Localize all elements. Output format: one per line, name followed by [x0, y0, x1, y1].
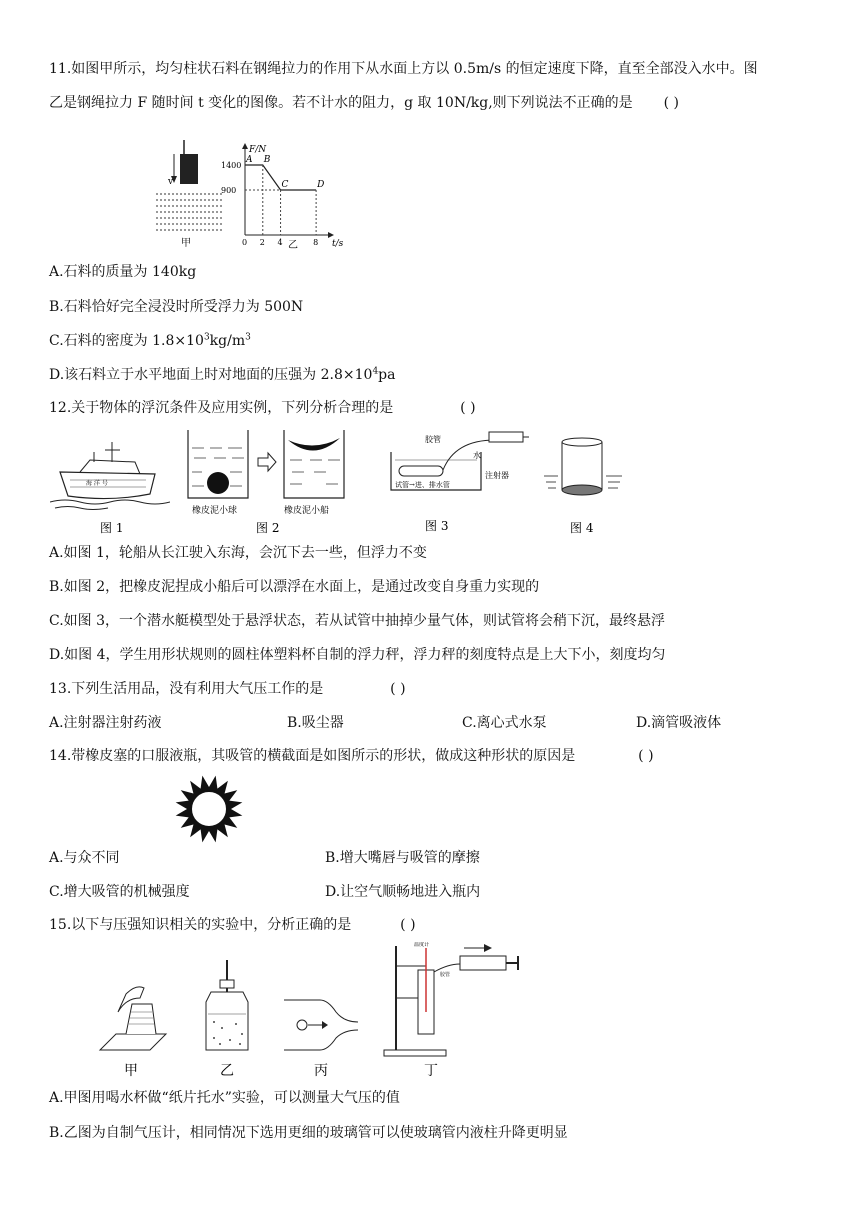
straw-bore — [191, 791, 227, 827]
q11-fig-yi-caption: 乙 — [288, 240, 298, 250]
q15-fig-yi-caption: 乙 — [220, 1063, 234, 1079]
test-tube — [399, 466, 443, 476]
q11-option-b: B.石料恰好完全浸没时所受浮力为 500N — [49, 299, 304, 315]
x-axis-label: t/s — [332, 239, 344, 249]
q14-answer-paren: ( ) — [638, 748, 654, 764]
boat-label: 橡皮泥小船 — [284, 506, 330, 516]
y-axis-label: F/N — [249, 145, 267, 155]
q11-opt-c-pre: C.石料的密度为 1.8×10 — [49, 333, 204, 349]
q11-stem-text: 乙是钢绳拉力 F 随时间 t 变化的图像。若不计水的阻力，g 取 10N/kg,则下列说法不正确的是 — [49, 95, 633, 111]
q15-tube-label: 胶管 — [440, 972, 451, 978]
q13-option-d: D.滴管吸液体 — [636, 715, 722, 731]
q15-fig-jia-caption: 甲 — [124, 1063, 138, 1079]
tube-label: 胶管 — [425, 435, 441, 444]
q14-option-b: B.增大嘴唇与吸管的摩擦 — [325, 850, 480, 866]
q11-fig-jia-caption: 甲 — [181, 238, 191, 249]
q14-stem-text: 14.带橡皮塞的口服液瓶，其吸管的横截面是如图所示的形状，做成这种形状的原因是 — [49, 748, 576, 764]
thermo-label: 温度计 — [414, 942, 430, 948]
q11-opt-c-exp: 3 — [203, 332, 210, 343]
clay-ball — [207, 472, 229, 494]
q13-stem — [49, 679, 406, 699]
q12-figure-4-cup-scale — [540, 432, 630, 542]
q11-opt-d-post: pa — [378, 367, 396, 383]
syringe-label: 注射器 — [485, 471, 509, 480]
q14-option-c: C.增大吸管的机械强度 — [49, 884, 190, 900]
syringe — [489, 432, 523, 442]
testtube-label: 试管→进、排水管 — [395, 481, 450, 489]
q11-stem-line2 — [49, 93, 679, 113]
q11-opt-c-exp2: 3 — [245, 332, 251, 343]
q15-option-b: B.乙图为自制气压计，相同情况下选用更细的玻璃管可以使玻璃管内液柱升降更明显 — [49, 1125, 568, 1141]
q11-opt-d-exp: 4 — [372, 366, 379, 377]
q11-option-a: A.石料的质量为 140kg — [49, 264, 197, 280]
x-tick-4: 4 — [277, 238, 283, 247]
q15-fig-jia-paper-card — [100, 987, 166, 1050]
q11-figure-jia — [150, 140, 230, 250]
x-tick-8: 8 — [313, 238, 319, 247]
q11-v-label: v — [168, 177, 174, 187]
q15-stem — [49, 915, 416, 935]
q12-option-c: C.如图 3，一个潜水艇模型处于悬浮状态，若从试管中抽掉少量气体，则试管将会稍下沉，最终悬浮 — [49, 613, 666, 629]
q14-straw-cross-section-figure — [172, 772, 246, 846]
q15-fig-bing-caption: 丙 — [314, 1063, 328, 1079]
point-label-B: B — [263, 155, 271, 165]
q11-opt-c-mid: kg/m — [209, 333, 246, 349]
q12-fig3-caption: 图 3 — [425, 519, 449, 533]
q13-option-b: B.吸尘器 — [287, 715, 344, 731]
q15-fig-ding-caption: 丁 — [424, 1063, 438, 1079]
q12-fig1-caption: 图 1 — [100, 521, 124, 535]
y-tick-1400: 1400 — [221, 161, 242, 170]
q14-stem — [49, 746, 654, 766]
q13-stem-text: 13.下列生活用品，没有利用大气压工作的是 — [49, 681, 324, 697]
q11-opt-d-pre: D.该石料立于水平地面上时对地面的压强为 2.8×10 — [49, 367, 373, 383]
q15-option-a: A.甲图用喝水杯做“纸片托水”实验，可以测量大气压的值 — [49, 1090, 400, 1106]
q14-option-a: A.与众不同 — [49, 850, 120, 866]
q12-stem-text: 12.关于物体的浮沉条件及应用实例，下列分析合理的是 — [49, 400, 394, 416]
q13-option-a: A.注射器注射药液 — [49, 715, 162, 731]
q11-stem-line1: 11.如图甲所示，均匀柱状石料在钢绳拉力的作用下从水面上方以 0.5m/s 的恒定速度下降，直至全部没入水中。图 — [49, 61, 758, 77]
point-label-A: A — [246, 155, 253, 165]
point-label-D: D — [317, 180, 325, 190]
ship-name: 海 洋 号 — [86, 480, 108, 487]
q11-force-time-chart — [220, 140, 370, 250]
q15-answer-paren: ( ) — [400, 917, 416, 933]
q13-option-c: C.离心式水泵 — [462, 715, 547, 731]
q12-answer-paren: ( ) — [460, 400, 476, 416]
q15-figures — [96, 942, 526, 1080]
ball-label: 橡皮泥小球 — [192, 506, 238, 516]
y-tick-900: 900 — [221, 186, 237, 195]
q11-answer-paren: ( ) — [663, 95, 679, 111]
cup-bottom-sand — [562, 485, 602, 495]
stone-block — [180, 154, 198, 184]
x-tick-2: 2 — [259, 238, 265, 247]
q12-option-b: B.如图 2，把橡皮泥捏成小船后可以漂浮在水面上，是通过改变自身重力实现的 — [49, 579, 540, 595]
q12-stem — [49, 398, 476, 418]
q12-figure-1-ship — [50, 432, 170, 542]
q15-fig-ding-stand-syringe — [384, 942, 518, 1056]
q12-option-d: D.如图 4，学生用形状规则的圆柱体塑料杯自制的浮力秤，浮力秤的刻度特点是上大下小，刻度均匀 — [49, 647, 666, 663]
q11-option-d — [49, 365, 395, 385]
water-label: 水 — [473, 451, 481, 460]
q15-fig-yi-barometer — [206, 960, 248, 1050]
q12-fig4-caption: 图 4 — [570, 521, 594, 535]
point-label-C: C — [281, 180, 289, 190]
q15-fig-bing-pipe — [284, 1000, 358, 1050]
q12-figure-2-clay — [180, 428, 350, 542]
force-series-line — [245, 165, 316, 190]
q14-option-d: D.让空气顺畅地进入瓶内 — [325, 884, 481, 900]
q13-answer-paren: ( ) — [390, 681, 406, 697]
q11-option-c — [49, 331, 251, 351]
q15-stem-text: 15.以下与压强知识相关的实验中，分析正确的是 — [49, 917, 352, 933]
q12-figure-3-submarine — [385, 430, 530, 542]
q12-fig2-caption: 图 2 — [256, 521, 280, 535]
clay-boat — [288, 438, 340, 451]
x-tick-0: 0 — [242, 238, 248, 247]
q12-option-a: A.如图 1，轮船从长江驶入东海，会沉下去一些，但浮力不变 — [49, 545, 427, 561]
